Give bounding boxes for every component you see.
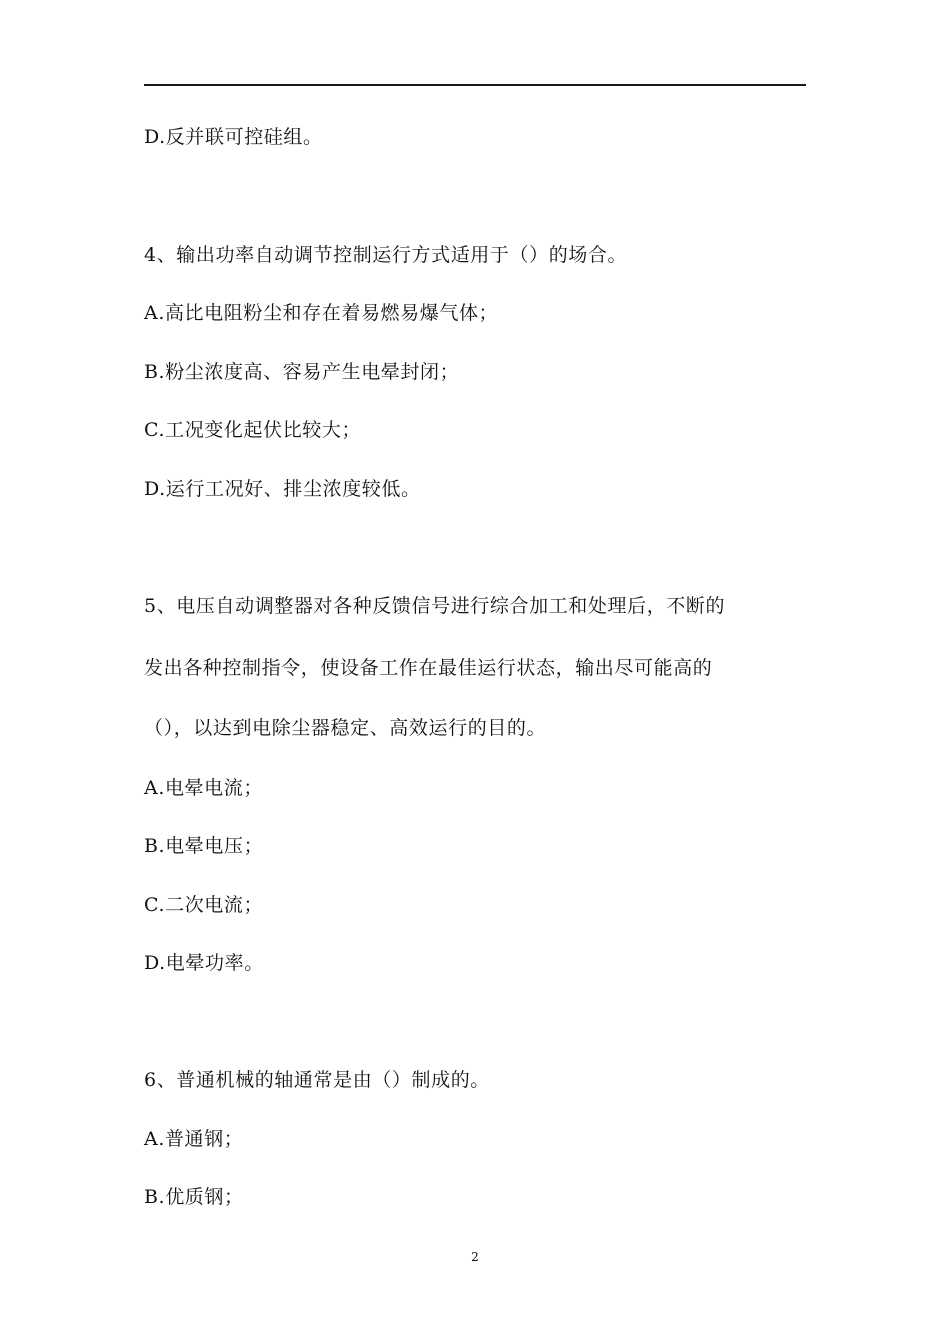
q3-option-d: D.反并联可控硅组。 xyxy=(144,126,323,148)
q5-option-b: B.电晕电压； xyxy=(144,835,264,857)
q6-option-a: A.普通钢； xyxy=(144,1128,244,1150)
q6-question: 6、普通机械的轴通常是由（）制成的。 xyxy=(144,1069,490,1091)
q4-option-d: D.运行工况好、排尘浓度较低。 xyxy=(144,478,421,500)
q4-option-c: C.工况变化起伏比较大； xyxy=(144,419,362,441)
q5-option-a: A.电晕电流； xyxy=(144,777,263,799)
q4-question: 4、输出功率自动调节控制运行方式适用于（）的场合。 xyxy=(144,244,628,266)
q5-question-line-3: （），以达到电除尘器稳定、高效运行的目的。 xyxy=(144,717,547,739)
q6-option-b: B.优质钢； xyxy=(144,1186,244,1208)
q4-option-b: B.粉尘浓度高、容易产生电晕封闭； xyxy=(144,361,460,383)
q5-question-line-2: 发出各种控制指令，使设备工作在最佳运行状态，输出尽可能高的 xyxy=(144,657,713,679)
q5-option-c: C.二次电流； xyxy=(144,894,264,916)
header-rule xyxy=(144,84,806,86)
q5-question-line-1: 5、电压自动调整器对各种反馈信号进行综合加工和处理后，不断的 xyxy=(144,595,726,617)
page-number: 2 xyxy=(471,1250,479,1264)
q4-option-a: A.高比电阻粉尘和存在着易燃易爆气体； xyxy=(144,302,499,324)
q5-option-d: D.电晕功率。 xyxy=(144,952,264,974)
